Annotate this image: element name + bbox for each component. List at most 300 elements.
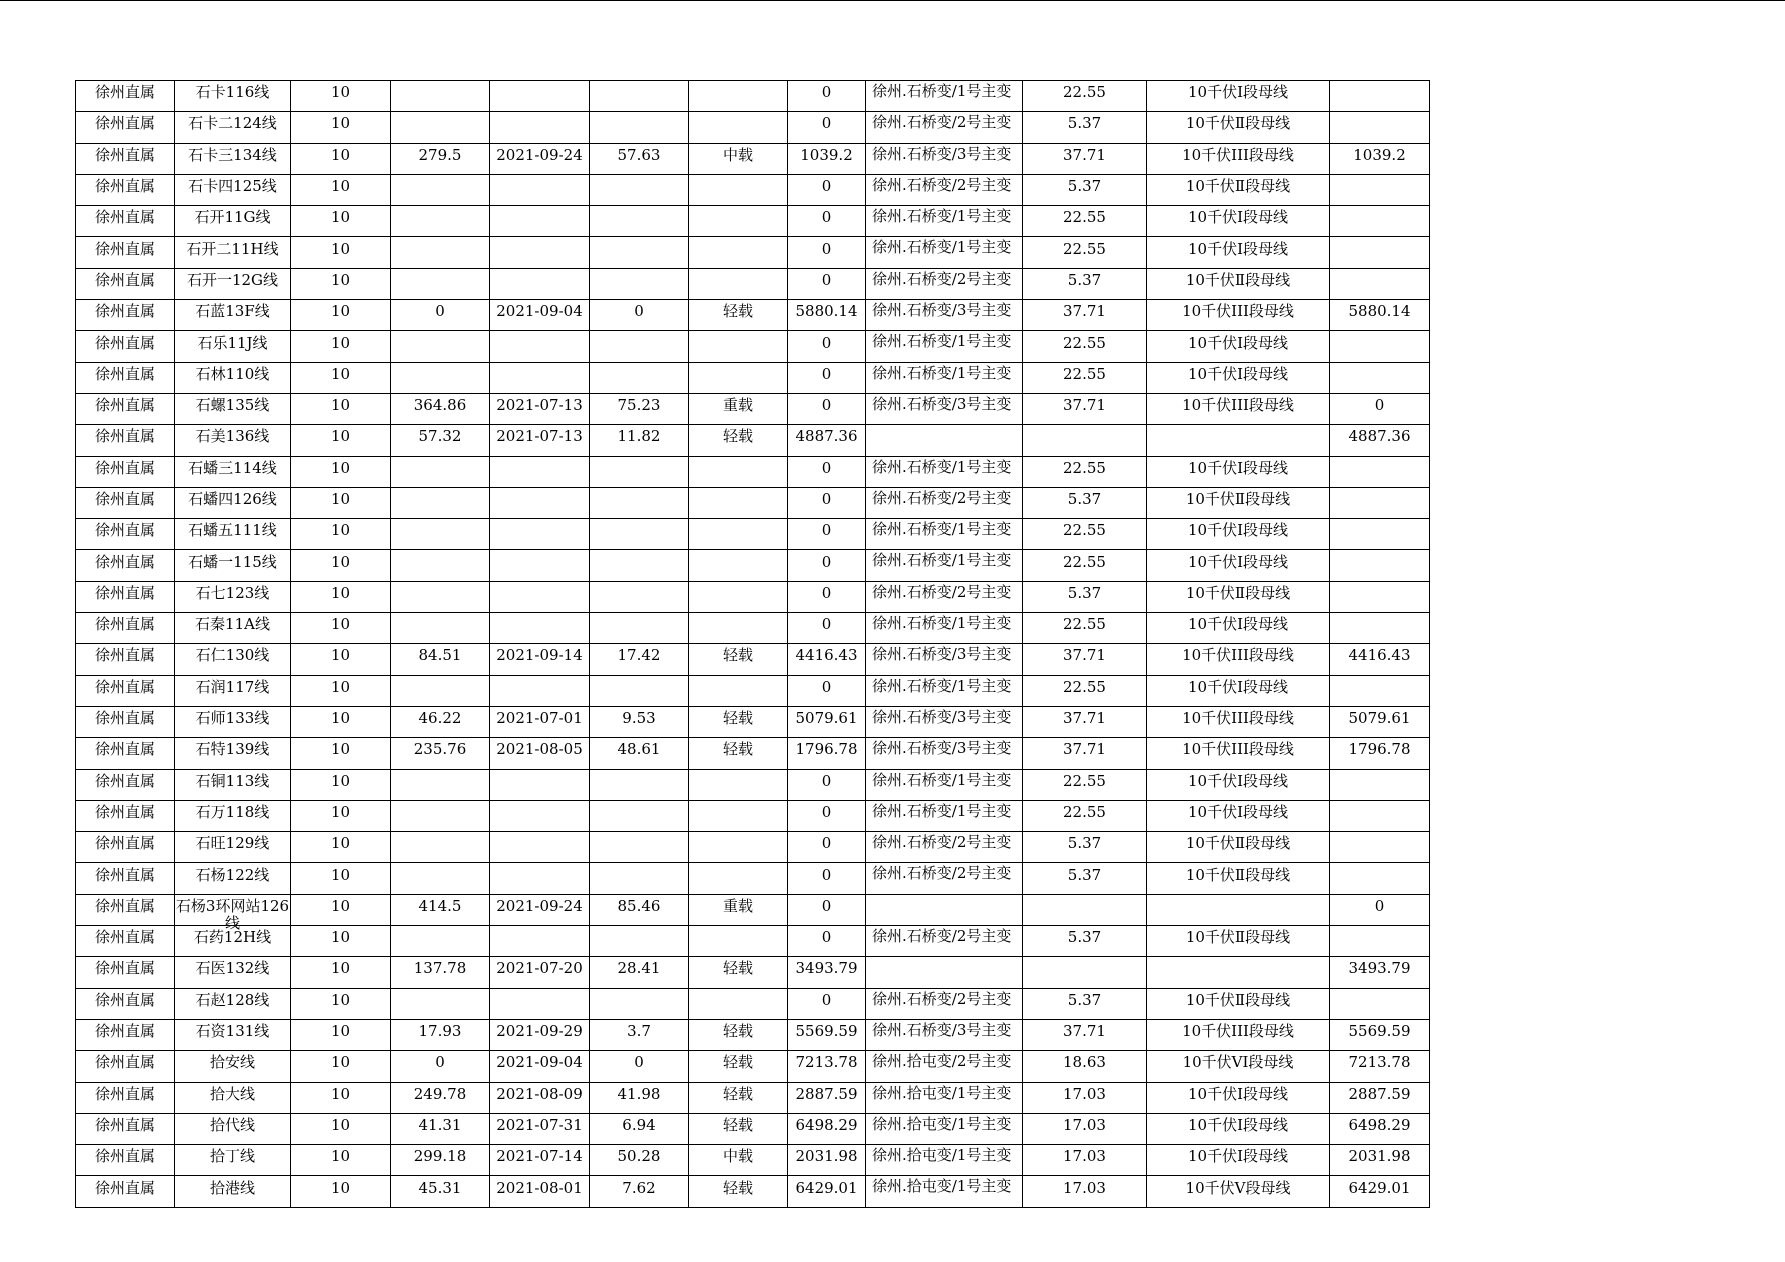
cell-text: 徐州直属 xyxy=(94,1084,155,1103)
load-status-cell xyxy=(689,675,788,706)
cell-text: 2021-07-01 xyxy=(496,709,583,728)
substation-cell xyxy=(866,1176,1023,1207)
cell-text: 22.55 xyxy=(1063,83,1106,102)
line-name-cell xyxy=(175,863,291,894)
load-status-cell xyxy=(689,393,788,424)
capacity-cell xyxy=(788,206,866,237)
company-cell xyxy=(76,1176,175,1207)
voltage-cell xyxy=(291,393,391,424)
cell-text: 轻载 xyxy=(722,1115,753,1134)
line-name-cell xyxy=(175,362,291,393)
cell-text: 徐州直属 xyxy=(94,458,155,477)
load-rate-cell xyxy=(590,1176,689,1207)
cell-text: 0 xyxy=(821,83,832,102)
load-status-cell xyxy=(689,112,788,143)
cell-text xyxy=(391,84,489,108)
cell-text: 10千伏Ⅰ段母线 xyxy=(1187,83,1288,102)
cell-text: 6.94 xyxy=(622,1115,656,1134)
cell-text xyxy=(1330,335,1429,359)
current-cell xyxy=(391,644,490,675)
table-row xyxy=(76,581,1430,612)
cell-text: 5.37 xyxy=(1067,583,1102,602)
capacity-cell xyxy=(788,926,866,957)
cell-text: 45.31 xyxy=(418,1178,462,1197)
cell-text: 22.55 xyxy=(1063,521,1106,540)
cell-text: 徐州直属 xyxy=(94,1178,155,1197)
transformer-margin-cell xyxy=(1023,926,1147,957)
table-row xyxy=(76,613,1430,644)
current-cell xyxy=(391,174,490,205)
bus-cell xyxy=(1147,550,1330,581)
available-cell xyxy=(1330,894,1430,925)
cell-text: 轻载 xyxy=(722,302,753,321)
load-status-cell xyxy=(689,863,788,894)
cell-text: 石医132线 xyxy=(195,959,270,978)
available-cell xyxy=(1330,1051,1430,1082)
cell-text: 4887.36 xyxy=(795,427,858,446)
voltage-cell xyxy=(291,738,391,769)
cell-text: 徐州直属 xyxy=(94,990,155,1009)
cell-text: 10千伏Ⅰ段母线 xyxy=(1187,1147,1288,1166)
cell-text: 徐州.石桥变/3号主变 xyxy=(872,1020,1012,1039)
current-cell xyxy=(391,1145,490,1176)
voltage-cell xyxy=(291,112,391,143)
cell-text: 徐州.石桥变/1号主变 xyxy=(872,82,1012,100)
cell-text: 5.37 xyxy=(1067,928,1102,947)
available-cell xyxy=(1330,800,1430,831)
substation-cell xyxy=(866,769,1023,800)
cell-text: 48.61 xyxy=(617,740,661,759)
voltage-cell xyxy=(291,1051,391,1082)
cell-text xyxy=(590,679,688,703)
cell-text: 4887.36 xyxy=(1348,427,1411,446)
cell-text: 10千伏Ⅰ段母线 xyxy=(1187,364,1288,383)
table-row xyxy=(76,393,1430,424)
cell-text: 0 xyxy=(821,364,832,383)
cell-text: 10 xyxy=(330,364,351,383)
transformer-margin-cell xyxy=(1023,81,1147,112)
voltage-cell xyxy=(291,268,391,299)
capacity-cell xyxy=(788,738,866,769)
company-cell xyxy=(76,206,175,237)
cell-text: 0 xyxy=(821,928,832,947)
cell-text: 石开二11H线 xyxy=(186,239,279,258)
cell-text: 7213.78 xyxy=(1348,1053,1411,1072)
available-cell xyxy=(1330,957,1430,988)
cell-text: 2021-07-14 xyxy=(496,1147,583,1166)
transformer-margin-cell xyxy=(1023,331,1147,362)
table-row xyxy=(76,1019,1430,1050)
cell-text xyxy=(391,115,489,139)
line-name-cell xyxy=(175,675,291,706)
load-rate-cell xyxy=(590,957,689,988)
transformer-margin-cell xyxy=(1023,1176,1147,1207)
cell-text xyxy=(590,992,688,1016)
cell-text: 5.37 xyxy=(1067,990,1102,1009)
cell-text: 6429.01 xyxy=(795,1178,858,1197)
cell-text: 石铜113线 xyxy=(195,771,270,790)
cell-text xyxy=(490,773,589,797)
table-row xyxy=(76,1113,1430,1144)
cell-text xyxy=(590,616,688,640)
voltage-cell xyxy=(291,926,391,957)
load-status-cell xyxy=(689,331,788,362)
cell-text: 拾大线 xyxy=(209,1084,255,1103)
cell-text: 10千伏Ⅱ段母线 xyxy=(1185,928,1291,947)
date-cell xyxy=(490,362,590,393)
table-row xyxy=(76,832,1430,863)
current-cell xyxy=(391,456,490,487)
date-cell xyxy=(490,581,590,612)
cell-text: 徐州直属 xyxy=(94,427,155,446)
available-cell xyxy=(1330,863,1430,894)
capacity-cell xyxy=(788,894,866,925)
company-cell xyxy=(76,425,175,456)
load-status-cell xyxy=(689,237,788,268)
line-name-cell xyxy=(175,644,291,675)
load-rate-cell xyxy=(590,331,689,362)
cell-text: 22.55 xyxy=(1063,552,1106,571)
cell-text: 徐州直属 xyxy=(94,802,155,821)
table-row xyxy=(76,206,1430,237)
cell-text xyxy=(391,679,489,703)
cell-text: 10 xyxy=(330,1178,351,1197)
cell-text: 7213.78 xyxy=(795,1053,858,1072)
cell-text: 石万118线 xyxy=(195,802,270,821)
cell-text: 10 xyxy=(330,427,351,446)
cell-text: 徐州直属 xyxy=(94,270,155,289)
cell-text: 17.03 xyxy=(1063,1178,1106,1197)
cell-text: 石杨122线 xyxy=(195,865,270,884)
load-status-cell xyxy=(689,487,788,518)
capacity-cell xyxy=(788,769,866,800)
date-cell xyxy=(490,957,590,988)
cell-text xyxy=(689,616,787,640)
cell-text: 10 xyxy=(330,771,351,790)
capacity-cell xyxy=(788,863,866,894)
cell-text: 2021-09-24 xyxy=(496,145,583,164)
table-row xyxy=(76,237,1430,268)
cell-text: 徐州.石桥变/3号主变 xyxy=(872,301,1012,320)
date-cell xyxy=(490,988,590,1019)
cell-text: 1796.78 xyxy=(1348,740,1411,759)
cell-text: 拾港线 xyxy=(209,1178,255,1197)
cell-text xyxy=(1147,960,1329,984)
cell-text: 235.76 xyxy=(413,740,467,759)
date-cell xyxy=(490,706,590,737)
cell-text xyxy=(1330,804,1429,828)
cell-text: 徐州.石桥变/2号主变 xyxy=(872,833,1012,852)
cell-text: 徐州.石桥变/1号主变 xyxy=(872,676,1012,695)
table-row xyxy=(76,988,1430,1019)
company-cell xyxy=(76,863,175,894)
transformer-margin-cell xyxy=(1023,393,1147,424)
bus-cell xyxy=(1147,456,1330,487)
table-row xyxy=(76,112,1430,143)
cell-text: 徐州直属 xyxy=(94,552,155,571)
cell-text: 10千伏III段母线 xyxy=(1182,396,1294,415)
cell-text: 0 xyxy=(435,302,445,321)
cell-text: 0 xyxy=(821,333,832,352)
cell-text xyxy=(590,804,688,828)
cell-text: 75.23 xyxy=(617,396,661,415)
cell-text: 徐州直属 xyxy=(94,959,155,978)
capacity-cell xyxy=(788,1051,866,1082)
cell-text xyxy=(1330,209,1429,233)
date-cell xyxy=(490,832,590,863)
cell-text: 徐州.石桥变/1号主变 xyxy=(872,207,1012,226)
capacity-cell xyxy=(788,362,866,393)
line-name-cell xyxy=(175,1019,291,1050)
line-name-cell xyxy=(175,237,291,268)
cell-text: 徐州直属 xyxy=(94,615,155,634)
cell-text: 10千伏III段母线 xyxy=(1182,1022,1294,1041)
cell-text xyxy=(590,241,688,265)
cell-text: 10千伏Ⅰ段母线 xyxy=(1187,552,1288,571)
date-cell xyxy=(490,456,590,487)
cell-text: 10千伏Ⅱ段母线 xyxy=(1185,114,1291,133)
cell-text: 石卡三134线 xyxy=(188,145,277,164)
load-status-cell xyxy=(689,425,788,456)
date-cell xyxy=(490,143,590,174)
cell-text xyxy=(1147,428,1329,452)
line-name-cell xyxy=(175,769,291,800)
cell-text: 10 xyxy=(330,1022,351,1041)
transformer-margin-cell xyxy=(1023,1145,1147,1176)
company-cell xyxy=(76,706,175,737)
cell-text xyxy=(1023,428,1146,452)
cell-text: 徐州.石桥变/1号主变 xyxy=(872,801,1012,820)
load-status-cell xyxy=(689,1019,788,1050)
transformer-margin-cell xyxy=(1023,644,1147,675)
cell-text xyxy=(590,366,688,390)
capacity-cell xyxy=(788,988,866,1019)
cell-text: 徐州直属 xyxy=(94,1115,155,1134)
voltage-cell xyxy=(291,581,391,612)
cell-text: 徐州直属 xyxy=(94,834,155,853)
cell-text: 徐州.石桥变/2号主变 xyxy=(872,582,1012,601)
load-rate-cell xyxy=(590,362,689,393)
cell-text: 徐州直属 xyxy=(94,114,155,133)
cell-text: 石七123线 xyxy=(195,583,270,602)
transformer-margin-cell xyxy=(1023,706,1147,737)
cell-text: 徐州直属 xyxy=(94,928,155,947)
table-row xyxy=(76,331,1430,362)
available-cell xyxy=(1330,613,1430,644)
cell-text xyxy=(872,897,1022,921)
cell-text: 10 xyxy=(330,646,351,665)
available-cell xyxy=(1330,519,1430,550)
current-cell xyxy=(391,300,490,331)
table-row xyxy=(76,769,1430,800)
cell-text xyxy=(1330,867,1429,891)
bus-cell xyxy=(1147,863,1330,894)
load-rate-cell xyxy=(590,393,689,424)
date-cell xyxy=(490,613,590,644)
cell-text: 5880.14 xyxy=(795,302,858,321)
cell-text xyxy=(1330,272,1429,296)
load-rate-cell xyxy=(590,112,689,143)
company-cell xyxy=(76,174,175,205)
cell-text: 41.31 xyxy=(418,1115,462,1134)
table-row xyxy=(76,706,1430,737)
date-cell xyxy=(490,644,590,675)
table-body xyxy=(76,81,1430,1208)
cell-text xyxy=(689,115,787,139)
bus-cell xyxy=(1147,1113,1330,1144)
cell-text: 2021-09-14 xyxy=(496,646,583,665)
line-name-cell xyxy=(175,1082,291,1113)
transformer-margin-cell xyxy=(1023,174,1147,205)
cell-text xyxy=(490,585,589,609)
cell-text: 2021-07-13 xyxy=(496,396,583,415)
cell-text: 石赵128线 xyxy=(195,990,270,1009)
cell-text: 徐州.石桥变/2号主变 xyxy=(872,113,1012,132)
available-cell xyxy=(1330,832,1430,863)
cell-text xyxy=(490,491,589,515)
cell-text: 10千伏Ⅱ段母线 xyxy=(1185,583,1291,602)
substation-cell xyxy=(866,143,1023,174)
cell-text: 0 xyxy=(821,396,832,415)
bus-cell xyxy=(1147,425,1330,456)
available-cell xyxy=(1330,174,1430,205)
cell-text: 1039.2 xyxy=(1353,145,1406,164)
bus-cell xyxy=(1147,143,1330,174)
substation-cell xyxy=(866,613,1023,644)
cell-text: 0 xyxy=(821,834,832,853)
cell-text: 10千伏Ⅰ段母线 xyxy=(1187,677,1288,696)
cell-text: 10千伏Ⅱ段母线 xyxy=(1185,834,1291,853)
bus-cell xyxy=(1147,174,1330,205)
available-cell xyxy=(1330,706,1430,737)
cell-text: 石美136线 xyxy=(195,427,270,446)
voltage-cell xyxy=(291,644,391,675)
current-cell xyxy=(391,738,490,769)
line-name-cell xyxy=(175,738,291,769)
bus-cell xyxy=(1147,1019,1330,1050)
cell-text xyxy=(391,804,489,828)
cell-text xyxy=(689,209,787,233)
cell-text: 22.55 xyxy=(1063,677,1106,696)
cell-text: 石螺135线 xyxy=(195,396,270,415)
transformer-margin-cell xyxy=(1023,550,1147,581)
cell-text xyxy=(689,585,787,609)
capacity-cell xyxy=(788,800,866,831)
cell-text: 10 xyxy=(330,959,351,978)
cell-text: 10 xyxy=(330,583,351,602)
cell-text: 徐州.石桥变/2号主变 xyxy=(872,927,1012,946)
cell-text: 徐州.石桥变/1号主变 xyxy=(872,363,1012,382)
table-row xyxy=(76,675,1430,706)
load-status-cell xyxy=(689,800,788,831)
cell-text: 10 xyxy=(330,990,351,1009)
cell-text xyxy=(391,522,489,546)
cell-text xyxy=(490,178,589,202)
bus-cell xyxy=(1147,268,1330,299)
load-rate-cell xyxy=(590,706,689,737)
available-cell xyxy=(1330,237,1430,268)
capacity-cell xyxy=(788,300,866,331)
available-cell xyxy=(1330,988,1430,1019)
cell-text: 84.51 xyxy=(418,646,462,665)
load-rate-cell xyxy=(590,206,689,237)
cell-text: 徐州.拾屯变/1号主变 xyxy=(872,1146,1012,1165)
cell-text: 10 xyxy=(330,114,351,133)
load-status-cell xyxy=(689,581,788,612)
line-name-cell xyxy=(175,268,291,299)
cell-text: 10千伏Ⅰ段母线 xyxy=(1187,208,1288,227)
cell-text: 2021-07-13 xyxy=(496,427,583,446)
current-cell xyxy=(391,1113,490,1144)
cell-text: 5079.61 xyxy=(795,709,858,728)
cell-text: 徐州直属 xyxy=(94,583,155,602)
bus-cell xyxy=(1147,800,1330,831)
transformer-margin-cell xyxy=(1023,581,1147,612)
cell-text: 0 xyxy=(821,865,832,884)
cell-text: 17.03 xyxy=(1063,1115,1106,1134)
capacity-cell xyxy=(788,331,866,362)
cell-text: 10 xyxy=(330,1115,351,1134)
substation-cell xyxy=(866,268,1023,299)
load-rate-cell xyxy=(590,1082,689,1113)
cell-text: 10 xyxy=(330,928,351,947)
cell-text xyxy=(689,554,787,578)
cell-text xyxy=(872,959,1022,983)
line-name-cell xyxy=(175,1176,291,1207)
cell-text: 137.78 xyxy=(413,959,467,978)
line-name-cell xyxy=(175,300,291,331)
substation-cell xyxy=(866,300,1023,331)
load-rate-cell xyxy=(590,268,689,299)
cell-text: 10 xyxy=(330,145,351,164)
cell-text: 364.86 xyxy=(413,396,467,415)
available-cell xyxy=(1330,644,1430,675)
available-cell xyxy=(1330,1176,1430,1207)
cell-text xyxy=(689,835,787,859)
load-status-cell xyxy=(689,1113,788,1144)
substation-cell xyxy=(866,1051,1023,1082)
cell-text: 10千伏Ⅰ段母线 xyxy=(1187,458,1288,477)
substation-cell xyxy=(866,832,1023,863)
capacity-cell xyxy=(788,456,866,487)
cell-text: 10 xyxy=(330,396,351,415)
cell-text: 徐州.石桥变/1号主变 xyxy=(872,457,1012,476)
cell-text xyxy=(490,867,589,891)
available-cell xyxy=(1330,81,1430,112)
substation-cell xyxy=(866,581,1023,612)
transformer-margin-cell xyxy=(1023,863,1147,894)
bus-cell xyxy=(1147,331,1330,362)
cell-text: 徐州.拾屯变/1号主变 xyxy=(872,1083,1012,1102)
cell-text xyxy=(391,867,489,891)
cell-text: 5.37 xyxy=(1067,177,1102,196)
company-cell xyxy=(76,613,175,644)
bus-cell xyxy=(1147,926,1330,957)
cell-text xyxy=(590,522,688,546)
cell-text xyxy=(490,929,589,953)
cell-text: 徐州.石桥变/2号主变 xyxy=(872,864,1012,883)
available-cell xyxy=(1330,675,1430,706)
cell-text: 10千伏Ⅰ段母线 xyxy=(1187,333,1288,352)
available-cell xyxy=(1330,581,1430,612)
bus-cell xyxy=(1147,487,1330,518)
cell-text: 37.71 xyxy=(1063,1022,1106,1041)
company-cell xyxy=(76,519,175,550)
company-cell xyxy=(76,769,175,800)
line-name-cell xyxy=(175,800,291,831)
cell-text: 2887.59 xyxy=(1348,1084,1411,1103)
cell-text: 10 xyxy=(330,615,351,634)
